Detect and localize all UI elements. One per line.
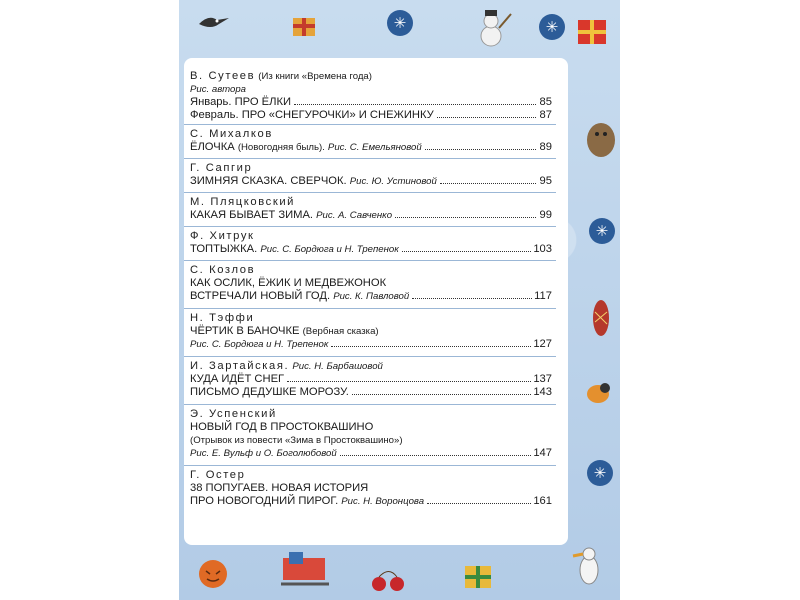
toc-line[interactable]	[190, 447, 552, 460]
hedgehog-icon	[583, 114, 619, 165]
ornament-icon	[591, 298, 611, 343]
illustrator: Рис. автора	[190, 84, 246, 95]
story-title: Февраль. ПРО «СНЕГУРОЧКИ» И СНЕЖИНКУ	[190, 109, 434, 121]
illustrator: Рис. А. Савченко	[316, 210, 393, 221]
divider	[184, 226, 556, 227]
author-name: Г. Остер	[190, 469, 246, 481]
page-number: 85	[539, 96, 552, 108]
snowflake-icon-2: ✳	[539, 14, 565, 40]
author-name: С. Михалков	[190, 128, 273, 140]
gift-box-icon-2	[575, 12, 609, 51]
toc-entry-sapgir	[190, 162, 552, 188]
divider	[184, 308, 556, 309]
toc-entry-sutеev	[190, 70, 552, 122]
illustrator: Рис. Ю. Устиновой	[349, 176, 437, 187]
page-number: 117	[534, 290, 552, 302]
sled-icon	[279, 548, 333, 595]
bird-icon	[197, 12, 231, 37]
author-name: Ф. Хитрук	[190, 230, 255, 242]
author-name: Э. Успенский	[190, 408, 277, 420]
illustrator: Рис. С. Бордюга и Н. Трепенок	[260, 244, 399, 255]
divider	[184, 404, 556, 405]
author-name: М. Пляцковский	[190, 196, 296, 208]
divider	[184, 158, 556, 159]
divider	[184, 124, 556, 125]
toc-entry-kozlov	[190, 264, 552, 303]
source-note: (Из книги «Времена года)	[258, 71, 372, 82]
divider	[184, 260, 556, 261]
story-title: КУДА ИДЁТ СНЕГ	[190, 373, 285, 385]
author-name: Г. Сапгир	[190, 162, 253, 174]
toc-entry-zartayskaya	[190, 360, 552, 399]
snowman-icon	[473, 8, 513, 53]
toc-entry-khitruk	[190, 230, 552, 256]
story-title: ЁЛОЧКА	[190, 141, 235, 153]
toc-line[interactable]	[190, 209, 552, 222]
author-name: Н. Тэффи	[190, 312, 255, 324]
divider	[184, 356, 556, 357]
berries-icon	[369, 566, 409, 599]
toc-line[interactable]	[190, 373, 552, 386]
author-name: С. Козлов	[190, 264, 256, 276]
toc-line[interactable]	[190, 386, 552, 399]
toc-entry-plyatskovsky	[190, 196, 552, 222]
snowflake-icon-4: ✳	[587, 460, 613, 486]
story-title: Январь. ПРО ЁЛКИ	[190, 96, 291, 108]
illustrator: Рис. К. Павловой	[333, 291, 410, 302]
divider	[184, 465, 556, 466]
illustrator: Рис. Н. Барбашовой	[292, 361, 383, 372]
bird-icon-2	[583, 378, 613, 411]
page-number: 143	[533, 386, 552, 398]
story-title-cont: ПРО НОВОГОДНИЙ ПИРОГ.	[190, 495, 339, 507]
page-number: 127	[533, 338, 552, 350]
toc-line[interactable]	[190, 96, 552, 109]
page-number: 95	[539, 175, 552, 187]
story-title: КАКАЯ БЫВАЕТ ЗИМА.	[190, 209, 314, 221]
story-title: 38 ПОПУГАЕВ. НОВАЯ ИСТОРИЯ	[190, 482, 369, 494]
toc-line[interactable]	[190, 290, 552, 303]
page-number: 87	[539, 109, 552, 121]
toc-entry-teffi	[190, 312, 552, 351]
story-title: ЧЁРТИК В БАНОЧКЕ	[190, 325, 300, 337]
story-title: НОВЫЙ ГОД В ПРОСТОКВАШИНО	[190, 421, 374, 433]
story-title: КАК ОСЛИК, ЁЖИК И МЕДВЕЖОНОК	[190, 277, 387, 289]
source-note: (Отрывок из повести «Зима в Простоквашино»)	[190, 435, 403, 446]
toc-entry-mikhalkov	[190, 128, 552, 154]
pumpkin-icon	[197, 558, 229, 595]
story-title: ТОПТЫЖКА.	[190, 243, 258, 255]
story-title-cont: ВСТРЕЧАЛИ НОВЫЙ ГОД.	[190, 290, 331, 302]
toc-entry-uspensky	[190, 408, 552, 460]
page-number: 103	[533, 243, 552, 255]
author-name: В. Сутеев	[190, 70, 256, 82]
toc-line[interactable]	[190, 495, 552, 508]
story-title: ПИСЬМО ДЕДУШКЕ МОРОЗУ.	[190, 386, 349, 398]
page-number: 161	[533, 495, 552, 507]
page-number: 137	[533, 373, 552, 385]
snowflake-icon-3: ✳	[589, 218, 615, 244]
toc-line[interactable]	[190, 175, 552, 188]
toc-line[interactable]	[190, 338, 552, 351]
story-title: ЗИМНЯЯ СКАЗКА. СВЕРЧОК.	[190, 175, 347, 187]
toc-line[interactable]	[190, 141, 552, 154]
page-number: 89	[539, 141, 552, 153]
illustrator: Рис. Е. Вульф и О. Боголюбовой	[190, 448, 337, 459]
illustrator: Рис. С. Емельяновой	[327, 142, 422, 153]
table-of-contents	[184, 58, 568, 545]
snowflake-icon: ✳	[387, 10, 413, 36]
illustrator: Рис. С. Бордюга и Н. Трепенок	[190, 339, 329, 350]
illustrator: Рис. Н. Воронцова	[341, 496, 425, 507]
gift-box-icon-3	[463, 560, 493, 595]
toc-entry-oster	[190, 469, 552, 508]
story-note: (Новогодняя быль).	[237, 142, 325, 153]
author-name: И. Зартайская.	[190, 360, 290, 372]
story-note: (Вербная сказка)	[302, 326, 379, 337]
seagull-icon	[567, 540, 607, 595]
page-number: 99	[539, 209, 552, 221]
divider	[184, 192, 556, 193]
page-number: 147	[533, 447, 552, 459]
gift-box-icon	[291, 12, 317, 43]
toc-line[interactable]	[190, 109, 552, 122]
toc-line[interactable]	[190, 243, 552, 256]
